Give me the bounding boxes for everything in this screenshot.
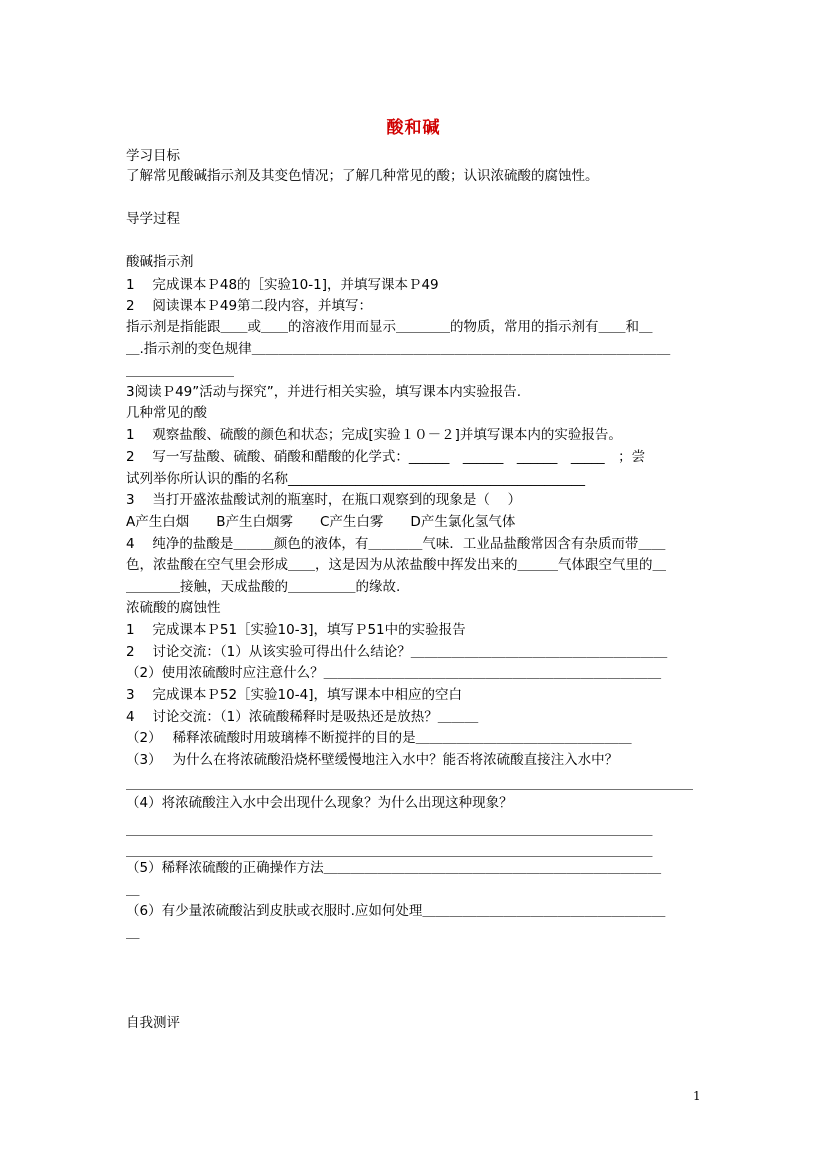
heading-self-assessment: 自我测评 [126,1015,180,1031]
text-line: （5）稀释浓硫酸的正确操作方法＿＿＿＿＿＿＿＿＿＿＿＿＿＿＿＿＿＿＿＿＿＿＿＿＿ [126,860,662,876]
text-line: 3阅读Ｐ49”活动与探究”，并进行相关实验，填写课本内实验报告. [126,384,522,400]
text-line: 4 纯净的盐酸是＿＿＿颜色的液体，有＿＿＿＿气味．工业品盐酸常因含有杂质而带＿＿ [126,536,666,552]
learning-goals-text: 了解常见酸碱指示剂及其变色情况；了解几种常见的酸；认识浓硫酸的腐蚀性。 [126,168,599,184]
blank-line: ＿＿＿＿＿＿＿＿＿＿＿＿＿＿＿＿＿＿＿＿＿＿＿＿＿＿＿＿＿＿＿＿＿＿＿＿＿＿＿＿＿＿ [126,776,693,792]
heading-learning-goals: 学习目标 [126,148,180,164]
blank-line: ＿ [126,925,140,941]
blank-line: ＿ [126,882,140,898]
text-line: （6）有少量浓硫酸沾到皮肤或衣服时.应如何处理＿＿＿＿＿＿＿＿＿＿＿＿＿＿＿＿＿＿ [126,903,666,919]
text-line: （3） 为什么在将浓硫酸沿烧杯壁缓慢地注入水中？能否将浓硫酸直接注入水中？ [126,752,619,768]
text-line: 指示剂是指能跟＿＿或＿＿的溶液作用而显示＿＿＿＿的物质，常用的指示剂有＿＿和＿ [126,319,653,335]
text-line: 1 完成课本Ｐ48的［实验10-1]，并填写课本Ｐ49 [126,277,439,293]
blank-line: ＿＿＿＿＿＿＿＿ [126,363,234,379]
blank-line: ＿＿＿＿＿＿＿＿＿＿＿＿＿＿＿＿＿＿＿＿＿＿＿＿＿＿＿＿＿＿＿＿＿＿＿＿＿＿＿ [126,822,653,838]
text-line: 3 完成课本Ｐ52［实验10-4]，填写课本中相应的空白 [126,687,462,703]
page-number: 1 [693,1089,701,1103]
text-line: 2 写一写盐酸、硫酸、硝酸和醋酸的化学式：______ ______ ______ _____ ；尝 [126,449,646,465]
choices-line: A产生白烟 B产生白烟雾 C产生白雾 D产生氯化氢气体 [126,514,516,530]
text-line: （2） 稀释浓硫酸时用玻璃棒不断搅拌的目的是＿＿＿＿＿＿＿＿＿＿＿＿＿＿＿＿ [126,730,632,746]
text-line: （2）使用浓硫酸时应注意什么？＿＿＿＿＿＿＿＿＿＿＿＿＿＿＿＿＿＿＿＿＿＿＿＿＿ [126,665,662,681]
text-line: 4 讨论交流：（1）浓硫酸稀释时是吸热还是放热？＿＿＿ [126,709,479,725]
blank-line: ＿＿＿＿＿＿＿＿＿＿＿＿＿＿＿＿＿＿＿＿＿＿＿＿＿＿＿＿＿＿＿＿＿＿＿＿＿＿＿ [126,843,653,859]
text-line: 色，浓盐酸在空气里会形成＿＿，这是因为从浓盐酸中挥发出来的＿＿＿气体跟空气里的＿ [126,557,666,573]
text-line: 2 讨论交流：（1）从该实验可得出什么结论？＿＿＿＿＿＿＿＿＿＿＿＿＿＿＿＿＿＿＿ [126,644,668,660]
text-line: 1 观察盐酸、硫酸的颜色和状态；完成[实验１０－２]并填写课本内的实验报告。 [126,427,622,443]
text-line: 1 完成课本Ｐ51［实验10-3]，填写Ｐ51中的实验报告 [126,622,466,638]
section-sulfuric-corrosion: 浓硫酸的腐蚀性 [126,600,221,616]
text-line: （4）将浓硫酸注入水中会出现什么现象？为什么出现这种现象？ [126,795,513,811]
document-title: 酸和碱 [386,118,441,138]
text-line: 试列举你所认识的酯的名称____________________________________________ [126,471,585,487]
text-line: ＿.指示剂的变色规律＿＿＿＿＿＿＿＿＿＿＿＿＿＿＿＿＿＿＿＿＿＿＿＿＿＿＿＿＿＿＿ [126,341,671,357]
text-line: 2 阅读课本Ｐ49第二段内容，并填写： [126,298,373,314]
heading-guided-process: 导学过程 [126,211,180,227]
text-line: ＿＿＿＿接触，天成盐酸的＿＿＿＿＿的缘故. [126,579,401,595]
text-line: 3 当打开盛浓盐酸试剂的瓶塞时，在瓶口观察到的现象是（ ） [126,492,522,508]
section-common-acids: 几种常见的酸 [126,405,207,421]
section-indicators: 酸碱指示剂 [126,254,194,270]
